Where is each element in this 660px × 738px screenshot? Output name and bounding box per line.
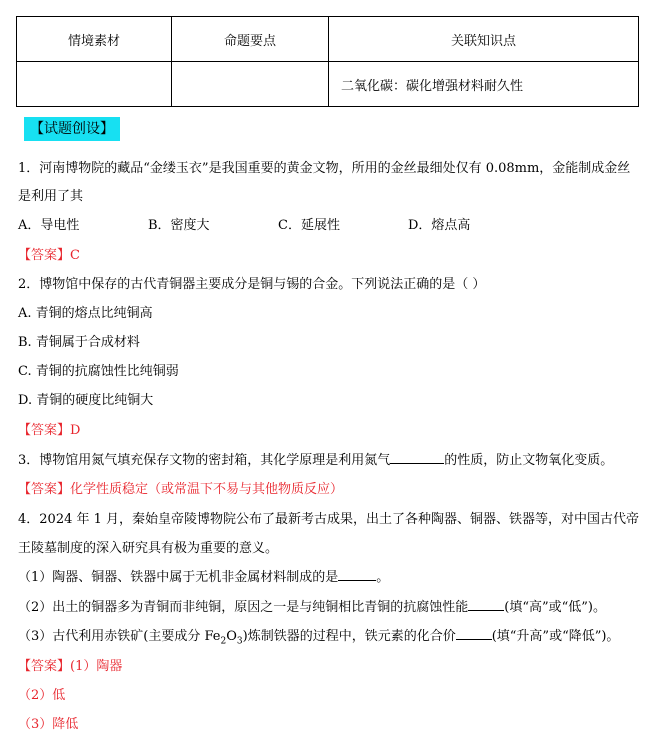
q2-option-b: B. 青铜属于合成材料 [18, 335, 140, 350]
knowledge-table [16, 16, 639, 107]
answer-blank [456, 627, 492, 640]
q1-option-b: B．密度大 [148, 218, 210, 233]
q1-answer: 【答案】C [18, 248, 80, 263]
q1-stem-line1: 1．河南博物院的藏品“金缕玉衣”是我国重要的黄金文物，所用的金丝最细处仅有 0.08mm，金能制成金丝 [18, 161, 631, 176]
q2-answer: 【答案】D [18, 423, 81, 438]
q4-stem-line2: 王陵墓制度的深入研究具有极为重要的意义。 [18, 541, 279, 556]
q2-option-a: A. 青铜的熔点比纯铜高 [18, 306, 153, 321]
q4-sub1: （1）陶器、铜器、铁器中属于无机非金属材料制成的是 。 [18, 570, 390, 585]
q4-sub2: （2）出土的铜器多为青铜而非纯铜，原因之一是与纯铜相比青铜的抗腐蚀性能 (填“高”或“低”)。 [18, 600, 607, 615]
table-header: 情境素材 [17, 17, 172, 62]
q1-option-c: C．延展性 [278, 218, 340, 233]
q4-answer-2: （2）低 [18, 688, 66, 703]
q1-stem-line2: 是利用了其 [18, 189, 84, 204]
q1-options [18, 214, 470, 233]
section-title: 【试题创设】 [24, 117, 120, 141]
q2-stem: 2．博物馆中保存的古代青铜器主要成分是铜与锡的合金。下列说法正确的是（ ） [18, 277, 486, 292]
q1-option-d: D．熔点高 [408, 218, 471, 233]
table-header: 命题要点 [172, 17, 329, 62]
table-cell [172, 62, 329, 107]
q4-answer-3: （3）降低 [18, 717, 79, 732]
table-cell [17, 62, 172, 107]
q2-option-d: D. 青铜的硬度比纯铜大 [18, 393, 154, 408]
q4-sub3: （3）古代利用赤铁矿(主要成分 $Fe_2O_3$)炼制铁器的过程中，铁元素的化合价 (填“升高”或“降低”)。 [18, 629, 620, 647]
q4-stem-line1: 4．2024 年 1 月，秦始皇帝陵博物院公布了最新考古成果，出土了各种陶器、铜器、铁器等，对中国古代帝 [18, 512, 640, 527]
q2-option-c: C. 青铜的抗腐蚀性比纯铜弱 [18, 364, 179, 379]
q3-answer: 【答案】化学性质稳定（或常温下不易与其他物质反应） [18, 482, 344, 497]
table-cell: 二氧化碳：碳化增强材料耐久性 [329, 62, 639, 107]
q1-option-a: A．导电性 [18, 218, 80, 233]
q4-answer-1: 【答案】(1）陶器 [18, 659, 123, 674]
q3-stem: 3．博物馆用氮气填充保存文物的密封箱，其化学原理是利用氮气 的性质，防止文物氧化变质。 [18, 453, 614, 468]
answer-blank [390, 451, 444, 464]
table-header: 关联知识点 [329, 17, 639, 62]
answer-blank [468, 598, 504, 611]
answer-blank [338, 568, 376, 581]
